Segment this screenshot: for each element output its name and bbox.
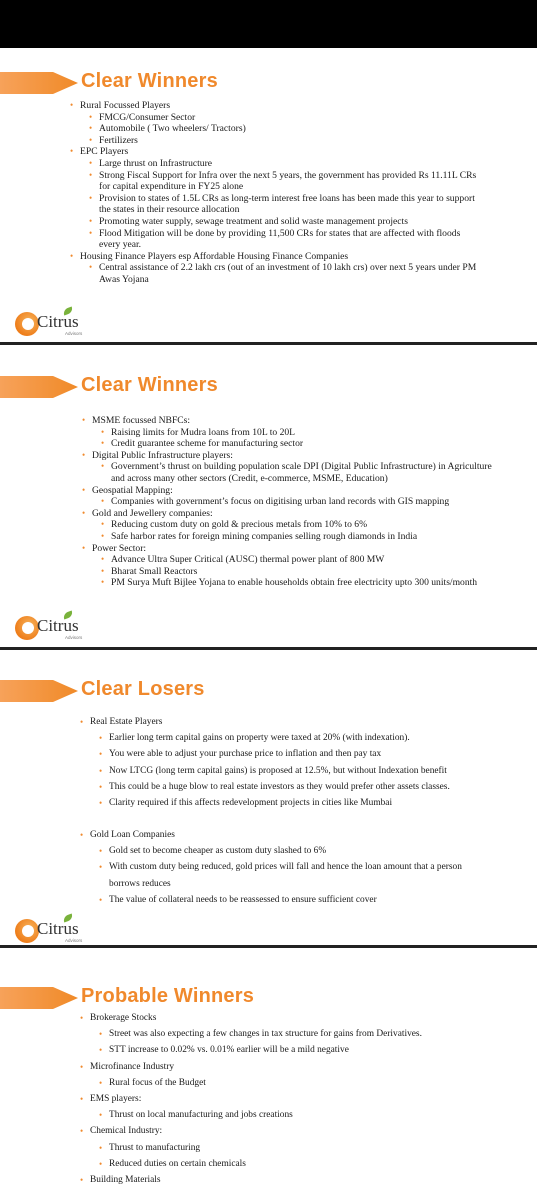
sub-bullet-item: • Rural focus of the Budget [109, 1075, 490, 1091]
sub-bullet-item: • Reduced duties on certain chemicals [109, 1156, 490, 1172]
bullet-item: • Real Estate Players [90, 714, 490, 730]
logo-name: Citrus [37, 312, 79, 331]
citrus-logo-icon [15, 919, 39, 943]
sub-bullet-item: • Large thrust on Infrastructure [99, 158, 480, 170]
sub-bullet-item: • Government’s thrust on building population scale DPI (Digital Public Infrastructure) in Agriculture and across many other sectors (Credit, e-commerce, MSME, Education) [111, 461, 492, 484]
bullet-list [90, 714, 490, 811]
sub-bullet-item: • Bharat Small Reactors [111, 566, 492, 578]
sub-bullet-item: • You were able to adjust your purchase price to inflation and then pay tax [109, 746, 490, 762]
bullet-item: • Geospatial Mapping: [92, 485, 492, 497]
sub-bullet-item: • Central assistance of 2.2 lakh crs (out of an investment of 10 lakh crs) over next 5 years under PM Awas Yojana [99, 262, 480, 285]
sub-bullet-item: • Advance Ultra Super Critical (AUSC) thermal power plant of 800 MW [111, 554, 492, 566]
sub-bullet-item: • FMCG/Consumer Sector [99, 112, 480, 124]
sub-bullet-item: • Reducing custom duty on gold & precious metals from 10% to 6% [111, 519, 492, 531]
bullet-list [90, 827, 490, 908]
sub-bullet-item: • Credit guarantee scheme for manufacturing sector [111, 438, 492, 450]
citrus-logo-icon [15, 312, 39, 336]
bullet-list [80, 100, 480, 286]
bullet-item: • EMS players: [90, 1091, 490, 1107]
sub-bullet-item: • With custom duty being reduced, gold prices will fall and hence the loan amount that a person borrows reduces [109, 859, 490, 891]
bullet-item: • Digital Public Infrastructure players: [92, 450, 492, 462]
slide-1 [0, 48, 537, 342]
bullet-item: • Building Materials [90, 1172, 490, 1188]
logo-sub: Advisors [65, 938, 83, 943]
slide-title: Clear Losers [81, 678, 205, 700]
slide-title: Clear Winners [81, 374, 218, 396]
title-arrow-icon [0, 680, 78, 702]
sub-bullet-item: • Safe harbor rates for foreign mining companies selling rough diamonds in India [111, 531, 492, 543]
sub-bullet-item: • Fertilizers [99, 135, 480, 147]
sub-bullet-item: • Thrust to manufacturing [109, 1140, 490, 1156]
sub-bullet-item: • Companies with government’s focus on digitising urban land records with GIS mapping [111, 496, 492, 508]
bullet-item: • EPC Players [80, 146, 480, 158]
logo-sub: Advisors [65, 331, 83, 336]
slide-title: Probable Winners [81, 985, 255, 1007]
title-arrow-icon [0, 987, 78, 1009]
citrus-logo [13, 310, 93, 338]
sub-bullet-item: • Thrust on local manufacturing and jobs creations [109, 1107, 490, 1123]
sub-bullet-item: • Raising limits for Mudra loans from 10L to 20L [111, 427, 492, 439]
top-black-bar [0, 0, 537, 48]
citrus-logo [13, 917, 93, 945]
logo-sub: Advisors [65, 635, 83, 640]
citrus-logo [13, 614, 93, 642]
slide-4 [0, 948, 537, 1200]
bullet-item: • Power Sector: [92, 543, 492, 555]
slide-3 [0, 650, 537, 945]
sub-bullet-item: • The value of collateral needs to be reassessed to ensure sufficient cover [109, 892, 490, 908]
sub-bullet-item: • Earlier long term capital gains on property were taxed at 20% (with indexation). [109, 730, 490, 746]
bullet-item: • Gold Loan Companies [90, 827, 490, 843]
bullet-item: • Gold and Jewellery companies: [92, 508, 492, 520]
logo-name: Citrus [37, 919, 79, 938]
sub-bullet-item: • Clarity required if this affects redevelopment projects in cities like Mumbai [109, 795, 490, 811]
bullet-item: • Microfinance Industry [90, 1059, 490, 1075]
sub-bullet-item: • PM Surya Muft Bijlee Yojana to enable households obtain free electricity upto 300 units/month [111, 577, 492, 589]
sub-bullet-item: • Strong Fiscal Support for Infra over the next 5 years, the government has provided Rs 11.11L CRs for capital expenditure in FY25 alone [99, 170, 480, 193]
bullet-item: • Rural Focussed Players [80, 100, 480, 112]
sub-bullet-item: • Flood Mitigation will be done by providing 11,500 CRs for states that are affected with floods every year. [99, 228, 480, 251]
bullet-item: • Housing Finance Players esp Affordable Housing Finance Companies [80, 251, 480, 263]
bullet-item: • Brokerage Stocks [90, 1010, 490, 1026]
bullet-list [90, 1010, 490, 1188]
sub-bullet-item: • Provision to states of 1.5L CRs as long-term interest free loans has been made this year to support the states in their resource allocation [99, 193, 480, 216]
sub-bullet-item: • STT increase to 0.02% vs. 0.01% earlier will be a mild negative [109, 1042, 490, 1058]
sub-bullet-item: • Street was also expecting a few changes in tax structure for gains from Derivatives. [109, 1026, 490, 1042]
sub-bullet-item: • Now LTCG (long term capital gains) is proposed at 12.5%, but without Indexation benefit [109, 763, 490, 779]
sub-bullet-item: • Gold set to become cheaper as custom duty slashed to 6% [109, 843, 490, 859]
bullet-item: • MSME focussed NBFCs: [92, 415, 492, 427]
sub-bullet-item: • Automobile ( Two wheelers/ Tractors) [99, 123, 480, 135]
logo-name: Citrus [37, 616, 79, 635]
sub-bullet-item: • This could be a huge blow to real estate investors as they would prefer other assets classes. [109, 779, 490, 795]
sub-bullet-item: • Promoting water supply, sewage treatment and solid waste management projects [99, 216, 480, 228]
bullet-list [92, 415, 492, 589]
title-arrow-icon [0, 72, 78, 94]
slide-2 [0, 345, 537, 647]
slide-title: Clear Winners [81, 70, 218, 92]
bullet-item: • Chemical Industry: [90, 1123, 490, 1139]
citrus-logo-icon [15, 616, 39, 640]
title-arrow-icon [0, 376, 78, 398]
